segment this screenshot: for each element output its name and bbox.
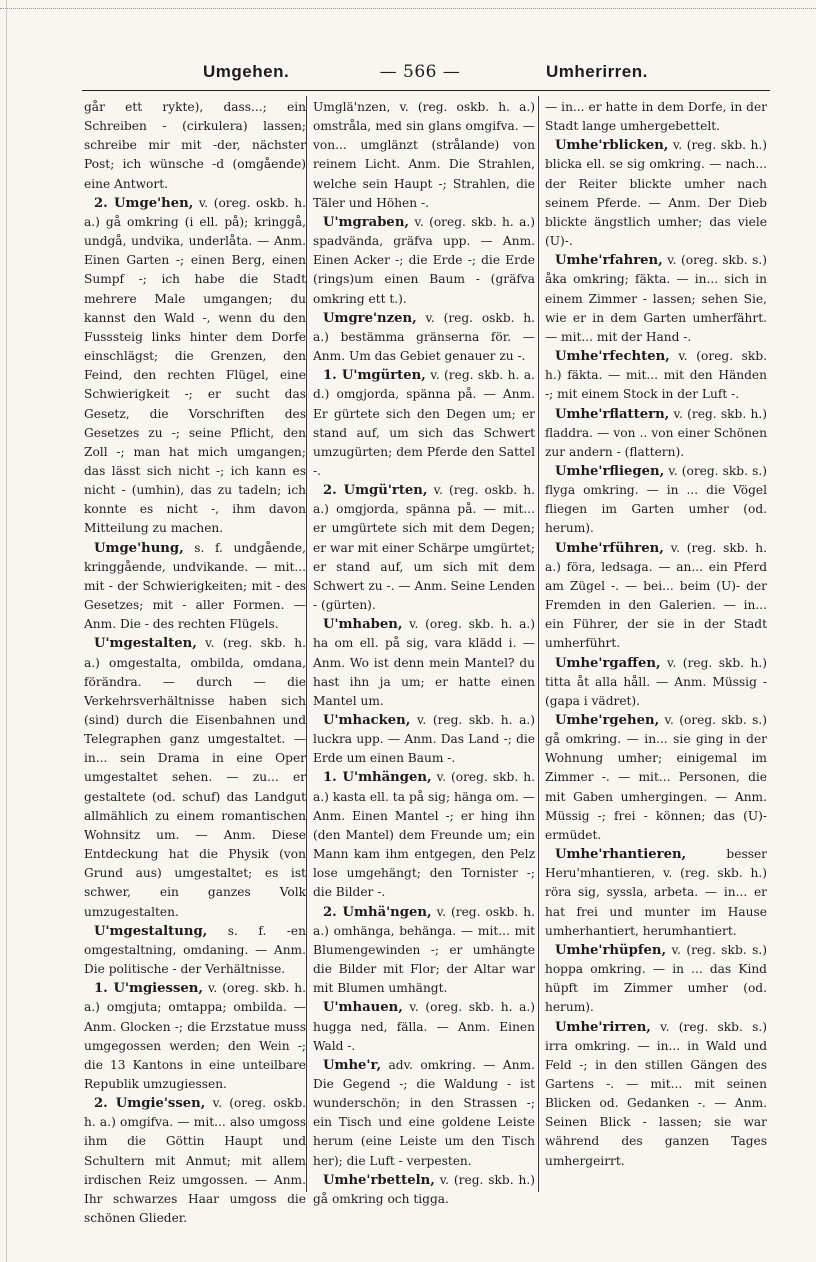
dictionary-entry: Umhe'rbetteln, v. (reg. skb. h.) gå omkring och tigga.	[313, 1172, 535, 1206]
headword: Umhe'rgaffen,	[555, 655, 661, 671]
headword: Umhe'rbetteln,	[323, 1172, 435, 1188]
headword: Umhe'r,	[323, 1057, 382, 1073]
page-edge	[6, 0, 7, 1262]
headword: Umhe'rhantieren,	[555, 847, 687, 863]
dictionary-entry: Umhe'rfahren, v. (oreg. skb. s.) åka omkring; fäkta. — in... sich in einem Zimmer - lassen; sehen Sie, wie er in dem Garten umherfährt. — mit... mit der Hand -.	[545, 253, 767, 344]
dictionary-entry: 2. Umhä'ngen, v. (reg. oskb. h. a.) omhänga, behänga. — mit... mit Blumengewinden -; er umhängte die Bilder mit Flor; der Altar war mit Blumen umhängt.	[313, 904, 535, 996]
dictionary-entry: 1. U'mhängen, v. (oreg. skb. h. a.) kasta ell. ta på sig; hänga om. — Anm. Einen Mantel -; er hing ihn (den Mantel) dem Freunde um; ein Mann kam ihm entgegen, den Pelz lose umgehängt; den Tornister -; die Bilder -.	[313, 770, 535, 900]
dictionary-entry: Umglä'nzen, v. (reg. oskb. h. a.) omstråla, med sin glans omgifva. — von... umglänzt (strålande) von reinem Licht. Anm. Die Strahlen, welche sein Haupt -; Strahlen, die Täler und Höhen -.	[313, 100, 535, 210]
dictionary-entry: U'mgestalten, v. (reg. skb. h. a.) omgestalta, ombilda, omdana, förändra. — durch — die Verkehrsverhältnisse haben sich (sind) durch die Eisenbahnen und Telegraphen ganz umgestaltet. — in... sein Drama in eine Oper umgestaltet sehen. — zu... er gestaltete (od. schuf) das Landgut allmählich zu einem romantischen Wohnsitz um. — Anm. Diese Entdeckung hat die Physik (von Grund aus) umgestaltet; es ist schwer, ein ganzes Volk umzugestalten.	[84, 636, 306, 919]
page-number: — 566 —	[379, 62, 461, 82]
dictionary-entry: U'mhacken, v. (reg. skb. h. a.) luckra upp. — Anm. Das Land -; die Erde um einen Baum -.	[313, 713, 535, 766]
headword: Umhe'rflattern,	[555, 406, 670, 422]
entry-continuation: går ett rykte), dass...; ein Schreiben - (cirkulera) lassen; schreibe mir mit -der, nächster Post; ich wünsche -d (omgående) eine Antwort.	[84, 100, 306, 191]
headword: 2. Umgie'ssen,	[94, 1096, 206, 1112]
dictionary-entry: Umge'hung, s. f. undgående, kringgående, undvikande. — mit... mit - der Schwierigkeiten; mit - des Gesetzes; mit - aller Formen. — Anm. Die - des rechten Flügels.	[84, 540, 306, 632]
headword: 2. Umgü'rten,	[323, 483, 428, 499]
headword: U'mgraben,	[323, 214, 409, 230]
dictionary-entry: 1. U'mgiessen, v. (oreg. skb. h. a.) omgjuta; omtappa; ombilda. — Anm. Glocken -; die Erzstatue muss umgegossen werden; den Wein -; die 13 Kantons in eine unteilbare Republik umzugiessen.	[84, 981, 306, 1091]
dictionary-entry: U'mhaben, v. (oreg. skb. h. a.) ha om ell. på sig, vara klädd i. — Anm. Wo ist denn mein Mantel? du hast ihn ja um; er hatte einen Mantel um.	[313, 617, 535, 708]
headword: Umhe'rgehen,	[555, 713, 660, 728]
headword: 1. U'mgürten,	[323, 368, 426, 384]
header-rule	[82, 90, 770, 91]
column-separator	[538, 96, 539, 1192]
dictionary-entry: Umhe'rhüpfen, v. (reg. skb. s.) hoppa omkring. — in ... das Kind hüpft im Zimmer umher (od. herum).	[545, 942, 767, 1015]
dictionary-entry: 1. U'mgürten, v. (reg. skb. h. a. d.) omgjorda, spänna på. — Anm. Er gürtete sich den Degen um; er stand auf, um sich das Schwert umzugürten; dem Pferde den Sattel -.	[313, 368, 535, 478]
dictionary-entry: Umhe'rhantieren, besser Heru'mhantieren, v. (reg. skb. h.) röra sig, syssla, arbeta. — in... er hat frei und munter im Hause umherhantiert, herumhantiert.	[545, 847, 767, 938]
headword: U'mhauen,	[323, 1000, 403, 1016]
dictionary-entry: Umhe'r, adv. omkring. — Anm. Die Gegend -; die Waldung - ist wunderschön; in den Strassen -; ein Tisch und eine goldene Leiste herum (eine Leiste um den Tisch her); die Luft - verpesten.	[313, 1057, 535, 1168]
running-header	[0, 62, 816, 90]
column-separator	[306, 96, 307, 1192]
dictionary-entry: 2. Umge'hen, v. (oreg. oskb. h. a.) gå omkring (i ell. på); kringgå, undgå, undvika, underlåta. — Anm. Einen Garten -; einen Berg, einen Sumpf -; ich habe die Stadt mehrere Male umgangen; du kannst den Wald -, wenn du den Fusssteig links hinter dem Dorfe einschlägst; die Grenzen, den Feind, den rechten Flügel, eine Schwierigkeit -; er sucht das Gesetz, die Vorschriften des Gesetzes zu -; seine Pflicht, den Zoll -; man hat mich umgangen; das lässt sich nicht -; ich kann es nicht - (umhin), das zu tadeln; ich konnte es nicht -, ihm davon Mitteilung zu machen.	[84, 195, 306, 536]
header-left-guide-word: Umgehen.	[203, 62, 290, 81]
headword: Umhe'rblicken,	[555, 138, 669, 154]
headword: U'mhaben,	[323, 617, 403, 633]
dictionary-entry: Umhe'rgehen, v. (oreg. skb. s.) gå omkring. — in... sie ging in der Wohnung umher; einigemal im Zimmer -. — mit... Personen, die mit Gaben umhergingen. — Anm. Müssig -; frei - können; das (U)- ermüdet.	[545, 713, 767, 842]
headword: 1. U'mgiessen,	[94, 981, 203, 997]
dictionary-entry: Umhe'rführen, v. (reg. skb. h. a.) föra, ledsaga. — an... ein Pferd am Zügel -. — bei... beim (U)- der Fremden in den Galerien. — in... ein Führer, der sie in der Stadt umherführt.	[545, 540, 767, 651]
dictionary-entry: U'mhauen, v. (oreg. skb. h. a.) hugga ned, fälla. — Anm. Einen Wald -.	[313, 1000, 535, 1053]
headword: Umhe'rhüpfen,	[555, 942, 667, 958]
dictionary-entry: Umhe'rblicken, v. (reg. skb. h.) blicka ell. se sig omkring. — nach... der Reiter blickte umher nach seinem Pferde. — Anm. Der Dieb blickte ängstlich umher; das viele (U)-.	[545, 138, 767, 249]
dictionary-entry: Umhe'rflattern, v. (reg. skb. h.) fladdra. — von .. von einer Schönen zur andern - (flattern).	[545, 406, 767, 459]
dictionary-entry: U'mgestaltung, s. f. -en omgestaltning, omdaning. — Anm. Die politische - der Verhältnisse.	[84, 923, 306, 977]
dictionary-entry: Umhe'rfliegen, v. (oreg. skb. s.) flyga omkring. — in ... die Vögel fliegen im Garten umher (od. herum).	[545, 463, 767, 536]
headword: 2. Umge'hen,	[94, 195, 194, 211]
dictionary-entry: Umhe'rgaffen, v. (reg. skb. h.) titta åt alla håll. — Anm. Müssig - (gapa i vädret).	[545, 655, 767, 708]
column-1	[84, 98, 306, 1228]
dictionary-entry: Umhe'rirren, v. (reg. skb. s.) irra omkring. — in... in Wald und Feld -; in den stillen Gängen des Gartens -. — mit... mit seinen Blicken od. Gedanken -. — Anm. Seinen Blick - lassen; sie war während des ganzen Tages umhergeirrt.	[545, 1019, 767, 1168]
column-3	[545, 98, 767, 1171]
headword: Umhe'rfliegen,	[555, 463, 665, 479]
headword: Umhe'rführen,	[555, 540, 664, 556]
column-2	[313, 98, 535, 1209]
headword: Umgre'nzen,	[323, 310, 417, 326]
headword: U'mhacken,	[323, 713, 411, 728]
dictionary-entry: Umhe'rfechten, v. (oreg. skb. h.) fäkta. — mit... mit den Händen -; mit einem Stock in der Luft -.	[545, 349, 767, 402]
headword: Umhe'rirren,	[555, 1019, 651, 1035]
headword: 1. U'mhängen,	[323, 770, 432, 786]
dictionary-entry: Umgre'nzen, v. (reg. oskb. h. a.) bestämma gränserna för. — Anm. Um das Gebiet genauer zu -.	[313, 310, 535, 364]
header-right-guide-word: Umherirren.	[546, 62, 648, 81]
dictionary-entry: 2. Umgie'ssen, v. (oreg. oskb. h. a.) omgifva. — mit... also umgoss ihm die Göttin Haupt und Schultern mit Anmut; mit allem irdischen Reiz umgossen. — Anm. Ihr schwarzes Haar umgoss die schönen Glieder.	[84, 1096, 306, 1226]
headword: 2. Umhä'ngen,	[323, 904, 432, 920]
headword: Umhe'rfahren,	[555, 253, 663, 269]
entry-continuation: — in... er hatte in dem Dorfe, in der Stadt lange umhergebettelt.	[545, 100, 767, 134]
headword: U'mgestalten,	[94, 636, 197, 652]
dictionary-entry: 2. Umgü'rten, v. (reg. oskb. h. a.) omgjorda, spänna på. — mit... er umgürtete sich mit dem Degen; er war mit einer Schärpe umgürtet; er stand auf, um sich mit dem Schwert zu -. — Anm. Seine Lenden - (gürten).	[313, 483, 535, 613]
headword: Umge'hung,	[94, 540, 184, 556]
dictionary-entry: U'mgraben, v. (oreg. skb. h. a.) spadvända, gräfva upp. — Anm. Einen Acker -; die Erde -; die Erde (rings)um einen Baum - (gräfva omkring ett t.).	[313, 214, 535, 306]
headword: U'mgestaltung,	[94, 923, 208, 939]
top-dotted-rule	[0, 8, 816, 9]
headword: Umhe'rfechten,	[555, 349, 670, 365]
